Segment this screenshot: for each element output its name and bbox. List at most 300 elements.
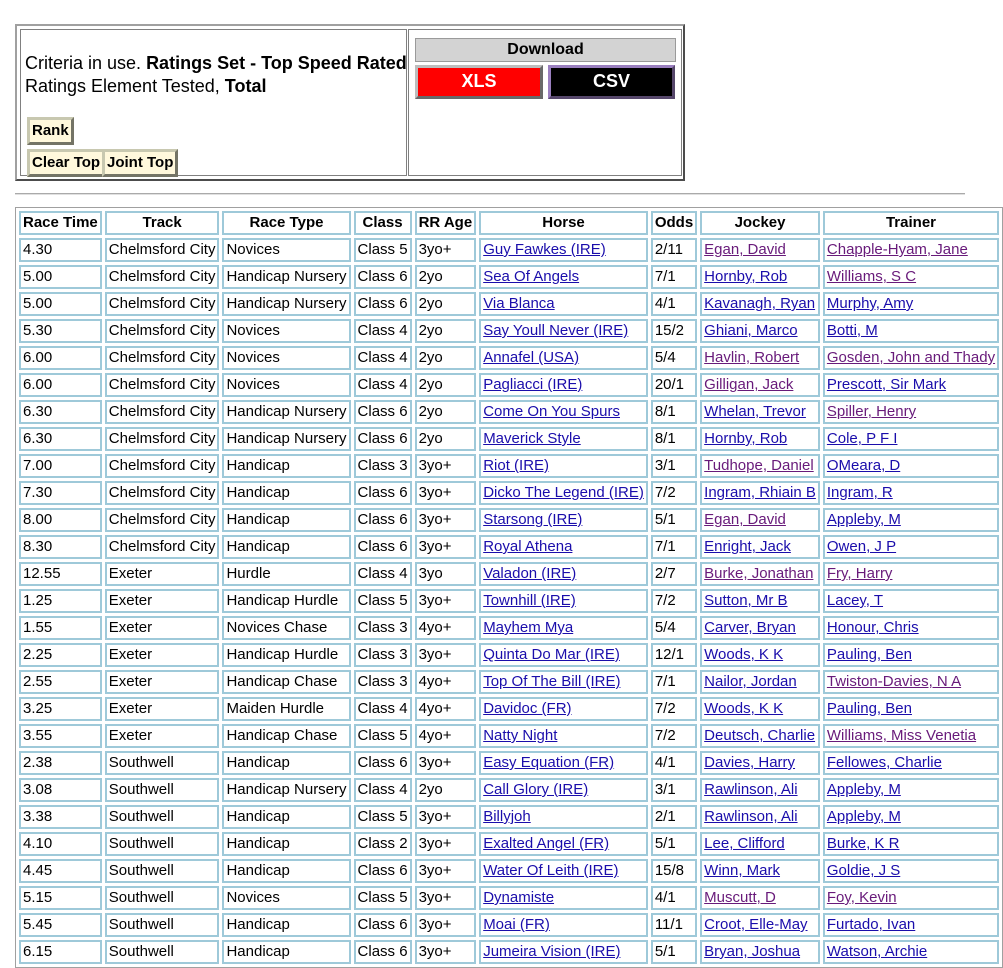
jockey-link[interactable]: Nailor, Jordan xyxy=(704,673,797,690)
table-row xyxy=(19,508,999,532)
ratings-element-prefix: Ratings Element Tested, xyxy=(25,76,220,96)
table-body xyxy=(19,238,999,964)
horse-link[interactable]: Say Youll Never (IRE) xyxy=(483,322,629,339)
rr-age-cell: 3yo+ xyxy=(415,589,477,613)
race-type-cell: Handicap Nursery xyxy=(222,265,350,289)
horse-link[interactable]: Maverick Style xyxy=(483,430,581,447)
trainer-column-cell xyxy=(823,616,999,640)
jockey-link[interactable]: Gilligan, Jack xyxy=(704,376,794,393)
table-row xyxy=(19,589,999,613)
odds-cell: 7/1 xyxy=(651,265,697,289)
rr-age-cell: 2yo xyxy=(415,346,477,370)
odds-cell: 3/1 xyxy=(651,778,697,802)
ratings-element-value: Total xyxy=(224,76,267,96)
trainer-link[interactable]: Murphy, Amy xyxy=(826,295,914,312)
race-time-cell: 3.08 xyxy=(19,778,102,802)
jockey-link[interactable]: Burke, Jonathan xyxy=(704,565,814,582)
download-xls-button[interactable]: XLS xyxy=(415,65,543,99)
class-cell: Class 6 xyxy=(354,292,412,316)
rr-age-cell: 3yo+ xyxy=(415,859,477,883)
trainer-link[interactable]: Appleby, M xyxy=(826,781,901,798)
trainer-column-cell xyxy=(823,859,999,883)
horse-link[interactable]: Davidoc (FR) xyxy=(483,700,572,717)
track-cell: Southwell xyxy=(105,805,220,829)
jockey-column-cell xyxy=(700,535,820,559)
trainer-column-cell xyxy=(823,778,999,802)
track-cell: Southwell xyxy=(105,778,220,802)
race-time-cell: 8.00 xyxy=(19,508,102,532)
odds-cell: 2/7 xyxy=(651,562,697,586)
track-cell: Southwell xyxy=(105,913,220,937)
jockey-column-cell xyxy=(700,238,820,262)
class-cell: Class 2 xyxy=(354,832,412,856)
download-csv-button[interactable]: CSV xyxy=(548,65,675,99)
odds-cell: 4/1 xyxy=(651,751,697,775)
race-time-cell: 5.15 xyxy=(19,886,102,910)
trainer-column-cell xyxy=(823,751,999,775)
jockey-link[interactable]: Hornby, Rob xyxy=(704,268,788,285)
trainer-link[interactable]: OMeara, D xyxy=(826,457,901,474)
horse-link[interactable]: Jumeira Vision (IRE) xyxy=(483,943,621,960)
jockey-column-cell xyxy=(700,859,820,883)
race-time-cell: 4.45 xyxy=(19,859,102,883)
horse-column-cell xyxy=(479,697,648,721)
horse-link[interactable]: Riot (IRE) xyxy=(483,457,550,474)
col-header-horse: Horse xyxy=(479,211,648,235)
jockey-column-cell xyxy=(700,832,820,856)
class-cell: Class 5 xyxy=(354,589,412,613)
jockey-link[interactable]: Havlin, Robert xyxy=(704,349,800,366)
rr-age-cell: 3yo+ xyxy=(415,481,477,505)
table-row xyxy=(19,427,999,451)
race-type-cell: Handicap Chase xyxy=(222,724,350,748)
race-type-cell: Handicap xyxy=(222,805,350,829)
trainer-link[interactable]: Watson, Archie xyxy=(826,943,928,960)
jockey-link[interactable]: Davies, Harry xyxy=(704,754,796,771)
track-cell: Chelmsford City xyxy=(105,265,220,289)
jockey-column-cell xyxy=(700,373,820,397)
odds-cell: 7/2 xyxy=(651,697,697,721)
horse-link[interactable]: Valadon (IRE) xyxy=(483,565,577,582)
race-time-cell: 3.25 xyxy=(19,697,102,721)
odds-cell: 15/2 xyxy=(651,319,697,343)
jockey-link[interactable]: Ghiani, Marco xyxy=(704,322,798,339)
odds-cell: 11/1 xyxy=(651,913,697,937)
trainer-column-cell xyxy=(823,913,999,937)
jockey-link[interactable]: Winn, Mark xyxy=(704,862,781,879)
jockey-column-cell xyxy=(700,481,820,505)
odds-cell: 5/4 xyxy=(651,616,697,640)
class-cell: Class 5 xyxy=(354,724,412,748)
class-cell: Class 6 xyxy=(354,913,412,937)
rr-age-cell: 2yo xyxy=(415,400,477,424)
horse-column-cell xyxy=(479,751,648,775)
col-header-trainer: Trainer xyxy=(823,211,999,235)
track-cell: Chelmsford City xyxy=(105,481,220,505)
trainer-column-cell xyxy=(823,670,999,694)
trainer-column-cell xyxy=(823,238,999,262)
table-row xyxy=(19,778,999,802)
track-cell: Southwell xyxy=(105,859,220,883)
horse-link[interactable]: Quinta Do Mar (IRE) xyxy=(483,646,620,663)
horse-column-cell xyxy=(479,319,648,343)
trainer-link[interactable]: Appleby, M xyxy=(826,511,901,528)
table-row xyxy=(19,805,999,829)
class-cell: Class 3 xyxy=(354,454,412,478)
class-cell: Class 5 xyxy=(354,886,412,910)
jockey-column-cell xyxy=(700,508,820,532)
trainer-link[interactable]: Owen, J P xyxy=(826,538,897,555)
trainer-link[interactable]: Pauling, Ben xyxy=(826,700,912,717)
trainer-link[interactable]: Williams, Miss Venetia xyxy=(826,727,977,744)
track-cell: Chelmsford City xyxy=(105,373,220,397)
horse-column-cell xyxy=(479,346,648,370)
class-cell: Class 4 xyxy=(354,319,412,343)
odds-cell: 4/1 xyxy=(651,292,697,316)
trainer-column-cell xyxy=(823,562,999,586)
jockey-link[interactable]: Whelan, Trevor xyxy=(704,403,806,420)
trainer-column-cell xyxy=(823,508,999,532)
race-time-cell: 6.00 xyxy=(19,373,102,397)
odds-cell: 5/4 xyxy=(651,346,697,370)
jockey-link[interactable]: Woods, K K xyxy=(704,646,784,663)
rank-button[interactable]: Rank xyxy=(27,117,74,145)
horse-link[interactable]: Annafel (USA) xyxy=(483,349,580,366)
race-time-cell: 3.38 xyxy=(19,805,102,829)
trainer-column-cell xyxy=(823,346,999,370)
trainer-link[interactable]: Fry, Harry xyxy=(826,565,893,582)
trainer-link[interactable]: Williams, S C xyxy=(826,268,917,285)
race-time-cell: 5.30 xyxy=(19,319,102,343)
criteria-line xyxy=(25,52,407,74)
track-cell: Exeter xyxy=(105,616,220,640)
col-header-rr-age: RR Age xyxy=(415,211,477,235)
race-type-cell: Handicap Chase xyxy=(222,670,350,694)
results-table xyxy=(15,207,1003,968)
jockey-link[interactable]: Enright, Jack xyxy=(704,538,791,555)
jockey-link[interactable]: Croot, Elle-May xyxy=(704,916,808,933)
table-row xyxy=(19,265,999,289)
race-type-cell: Handicap Hurdle xyxy=(222,589,350,613)
track-cell: Chelmsford City xyxy=(105,292,220,316)
horse-link[interactable]: Billyjoh xyxy=(483,808,531,825)
horse-column-cell xyxy=(479,724,648,748)
jockey-link[interactable]: Egan, David xyxy=(704,511,786,528)
trainer-link[interactable]: Pauling, Ben xyxy=(826,646,912,663)
race-time-cell: 5.00 xyxy=(19,265,102,289)
jockey-link[interactable]: Hornby, Rob xyxy=(704,430,788,447)
track-cell: Chelmsford City xyxy=(105,238,220,262)
table-row xyxy=(19,832,999,856)
track-cell: Chelmsford City xyxy=(105,535,220,559)
trainer-link[interactable]: Spiller, Henry xyxy=(826,403,917,420)
race-time-cell: 6.00 xyxy=(19,346,102,370)
horse-link[interactable]: Via Blanca xyxy=(483,295,555,312)
track-cell: Chelmsford City xyxy=(105,346,220,370)
class-cell: Class 4 xyxy=(354,778,412,802)
class-cell: Class 4 xyxy=(354,562,412,586)
trainer-column-cell xyxy=(823,535,999,559)
trainer-column-cell xyxy=(823,643,999,667)
jockey-link[interactable]: Muscutt, D xyxy=(704,889,776,906)
table-header-row xyxy=(19,211,999,235)
trainer-link[interactable]: Burke, K R xyxy=(826,835,900,852)
trainer-link[interactable]: Twiston-Davies, N A xyxy=(826,673,962,690)
jockey-column-cell xyxy=(700,751,820,775)
table-row xyxy=(19,400,999,424)
table-row xyxy=(19,697,999,721)
race-type-cell: Hurdle xyxy=(222,562,350,586)
trainer-link[interactable]: Appleby, M xyxy=(826,808,901,825)
rr-age-cell: 3yo+ xyxy=(415,751,477,775)
jockey-link[interactable]: Deutsch, Charlie xyxy=(704,727,816,744)
odds-cell: 3/1 xyxy=(651,454,697,478)
trainer-link[interactable]: Ingram, R xyxy=(826,484,893,501)
jockey-link[interactable]: Carver, Bryan xyxy=(704,619,796,636)
class-cell: Class 6 xyxy=(354,427,412,451)
trainer-column-cell xyxy=(823,454,999,478)
class-cell: Class 5 xyxy=(354,238,412,262)
horse-column-cell xyxy=(479,454,648,478)
horse-link[interactable]: Call Glory (IRE) xyxy=(483,781,589,798)
odds-cell: 2/1 xyxy=(651,805,697,829)
track-cell: Exeter xyxy=(105,724,220,748)
race-type-cell: Handicap xyxy=(222,535,350,559)
horse-link[interactable]: Come On You Spurs xyxy=(483,403,620,420)
jockey-link[interactable]: Bryan, Joshua xyxy=(704,943,801,960)
track-cell: Exeter xyxy=(105,562,220,586)
race-type-cell: Novices xyxy=(222,319,350,343)
table-row xyxy=(19,562,999,586)
horse-link[interactable]: Dicko The Legend (IRE) xyxy=(483,484,644,501)
horse-column-cell xyxy=(479,535,648,559)
odds-cell: 20/1 xyxy=(651,373,697,397)
jockey-column-cell xyxy=(700,319,820,343)
horse-link[interactable]: Townhill (IRE) xyxy=(483,592,576,609)
trainer-link[interactable]: Lacey, T xyxy=(826,592,884,609)
col-header-race-type: Race Type xyxy=(222,211,350,235)
jockey-link[interactable]: Lee, Clifford xyxy=(704,835,785,852)
table-row xyxy=(19,886,999,910)
odds-cell: 7/1 xyxy=(651,535,697,559)
horse-link[interactable]: Top Of The Bill (IRE) xyxy=(483,673,621,690)
trainer-link[interactable]: Foy, Kevin xyxy=(826,889,897,906)
jockey-column-cell xyxy=(700,454,820,478)
race-type-cell: Handicap Nursery xyxy=(222,292,350,316)
section-divider xyxy=(15,193,965,195)
horse-column-cell xyxy=(479,373,648,397)
jockey-column-cell xyxy=(700,265,820,289)
trainer-link[interactable]: Botti, M xyxy=(826,322,878,339)
race-time-cell: 1.25 xyxy=(19,589,102,613)
trainer-link[interactable]: Goldie, J S xyxy=(826,862,901,879)
rr-age-cell: 4yo+ xyxy=(415,724,477,748)
odds-cell: 8/1 xyxy=(651,400,697,424)
trainer-link[interactable]: Cole, P F I xyxy=(826,430,898,447)
table-row xyxy=(19,913,999,937)
track-cell: Exeter xyxy=(105,670,220,694)
trainer-link[interactable]: Chapple-Hyam, Jane xyxy=(826,241,968,258)
rr-age-cell: 4yo+ xyxy=(415,616,477,640)
race-time-cell: 5.45 xyxy=(19,913,102,937)
horse-link[interactable]: Dynamiste xyxy=(483,889,555,906)
table-row xyxy=(19,481,999,505)
class-cell: Class 6 xyxy=(354,481,412,505)
race-time-cell: 8.30 xyxy=(19,535,102,559)
jockey-link[interactable]: Sutton, Mr B xyxy=(704,592,788,609)
track-cell: Southwell xyxy=(105,832,220,856)
trainer-column-cell xyxy=(823,940,999,964)
horse-column-cell xyxy=(479,562,648,586)
race-time-cell: 1.55 xyxy=(19,616,102,640)
class-cell: Class 6 xyxy=(354,859,412,883)
odds-cell: 7/2 xyxy=(651,481,697,505)
horse-column-cell xyxy=(479,859,648,883)
horse-column-cell xyxy=(479,886,648,910)
odds-cell: 7/2 xyxy=(651,589,697,613)
race-type-cell: Handicap Nursery xyxy=(222,778,350,802)
trainer-column-cell xyxy=(823,481,999,505)
jockey-column-cell xyxy=(700,400,820,424)
table-row xyxy=(19,724,999,748)
rr-age-cell: 3yo+ xyxy=(415,805,477,829)
jockey-link[interactable]: Woods, K K xyxy=(704,700,784,717)
race-type-cell: Handicap xyxy=(222,751,350,775)
rr-age-cell: 2yo xyxy=(415,778,477,802)
jockey-column-cell xyxy=(700,643,820,667)
horse-column-cell xyxy=(479,427,648,451)
clear-top-button[interactable]: Clear Top xyxy=(27,149,105,177)
table-row xyxy=(19,346,999,370)
race-time-cell: 12.55 xyxy=(19,562,102,586)
race-type-cell: Handicap xyxy=(222,481,350,505)
table-row xyxy=(19,454,999,478)
joint-top-button[interactable]: Joint Top xyxy=(102,149,178,177)
odds-cell: 8/1 xyxy=(651,427,697,451)
jockey-column-cell xyxy=(700,427,820,451)
horse-link[interactable]: Starsong (IRE) xyxy=(483,511,583,528)
horse-column-cell xyxy=(479,832,648,856)
jockey-column-cell xyxy=(700,292,820,316)
class-cell: Class 6 xyxy=(354,508,412,532)
download-cell xyxy=(408,29,682,176)
trainer-column-cell xyxy=(823,427,999,451)
race-type-cell: Maiden Hurdle xyxy=(222,697,350,721)
trainer-link[interactable]: Prescott, Sir Mark xyxy=(826,376,947,393)
rr-age-cell: 3yo xyxy=(415,562,477,586)
race-type-cell: Novices xyxy=(222,373,350,397)
rr-age-cell: 2yo xyxy=(415,319,477,343)
horse-link[interactable]: Pagliacci (IRE) xyxy=(483,376,583,393)
odds-cell: 5/1 xyxy=(651,832,697,856)
horse-link[interactable]: Sea Of Angels xyxy=(483,268,580,285)
race-type-cell: Novices Chase xyxy=(222,616,350,640)
race-time-cell: 4.30 xyxy=(19,238,102,262)
rr-age-cell: 3yo+ xyxy=(415,238,477,262)
horse-column-cell xyxy=(479,616,648,640)
odds-cell: 7/1 xyxy=(651,670,697,694)
class-cell: Class 3 xyxy=(354,643,412,667)
jockey-link[interactable]: Egan, David xyxy=(704,241,786,258)
horse-column-cell xyxy=(479,265,648,289)
table-row xyxy=(19,616,999,640)
trainer-column-cell xyxy=(823,319,999,343)
trainer-link[interactable]: Furtado, Ivan xyxy=(826,916,916,933)
col-header-odds: Odds xyxy=(651,211,697,235)
rr-age-cell: 2yo xyxy=(415,373,477,397)
jockey-column-cell xyxy=(700,589,820,613)
rr-age-cell: 3yo+ xyxy=(415,454,477,478)
table-row xyxy=(19,238,999,262)
jockey-column-cell xyxy=(700,778,820,802)
trainer-link[interactable]: Honour, Chris xyxy=(826,619,919,636)
rr-age-cell: 4yo+ xyxy=(415,697,477,721)
class-cell: Class 6 xyxy=(354,940,412,964)
jockey-link[interactable]: Tudhope, Daniel xyxy=(704,457,814,474)
jockey-link[interactable]: Ingram, Rhiain B xyxy=(704,484,816,501)
horse-link[interactable]: Royal Athena xyxy=(483,538,573,555)
table-row xyxy=(19,940,999,964)
download-heading: Download xyxy=(415,38,676,62)
class-cell: Class 3 xyxy=(354,616,412,640)
jockey-link[interactable]: Rawlinson, Ali xyxy=(704,808,798,825)
track-cell: Chelmsford City xyxy=(105,454,220,478)
race-time-cell: 5.00 xyxy=(19,292,102,316)
table-row xyxy=(19,670,999,694)
horse-link[interactable]: Guy Fawkes (IRE) xyxy=(483,241,606,258)
table-row xyxy=(19,373,999,397)
horse-link[interactable]: Moai (FR) xyxy=(483,916,550,933)
horse-column-cell xyxy=(479,508,648,532)
race-time-cell: 3.55 xyxy=(19,724,102,748)
jockey-column-cell xyxy=(700,940,820,964)
horse-link[interactable]: Easy Equation (FR) xyxy=(483,754,615,771)
ratings-element-line xyxy=(25,75,266,97)
trainer-column-cell xyxy=(823,805,999,829)
rr-age-cell: 2yo xyxy=(415,265,477,289)
race-time-cell: 6.30 xyxy=(19,427,102,451)
race-time-cell: 2.25 xyxy=(19,643,102,667)
criteria-panel xyxy=(15,24,685,181)
track-cell: Southwell xyxy=(105,751,220,775)
col-header-class: Class xyxy=(354,211,412,235)
trainer-link[interactable]: Gosden, John and Thady xyxy=(826,349,996,366)
col-header-race-time: Race Time xyxy=(19,211,102,235)
horse-link[interactable]: Mayhem Mya xyxy=(483,619,574,636)
trainer-column-cell xyxy=(823,697,999,721)
track-cell: Exeter xyxy=(105,697,220,721)
table-row xyxy=(19,535,999,559)
trainer-link[interactable]: Fellowes, Charlie xyxy=(826,754,942,771)
race-type-cell: Handicap xyxy=(222,454,350,478)
horse-link[interactable]: Water Of Leith (IRE) xyxy=(483,862,619,879)
race-type-cell: Handicap Nursery xyxy=(222,427,350,451)
trainer-column-cell xyxy=(823,265,999,289)
jockey-column-cell xyxy=(700,346,820,370)
class-cell: Class 4 xyxy=(354,346,412,370)
horse-link[interactable]: Exalted Angel (FR) xyxy=(483,835,610,852)
race-type-cell: Novices xyxy=(222,238,350,262)
jockey-link[interactable]: Kavanagh, Ryan xyxy=(704,295,816,312)
col-header-jockey: Jockey xyxy=(700,211,820,235)
horse-column-cell xyxy=(479,778,648,802)
class-cell: Class 6 xyxy=(354,535,412,559)
odds-cell: 4/1 xyxy=(651,886,697,910)
jockey-link[interactable]: Rawlinson, Ali xyxy=(704,781,798,798)
trainer-column-cell xyxy=(823,724,999,748)
horse-link[interactable]: Natty Night xyxy=(483,727,558,744)
criteria-prefix: Criteria in use. xyxy=(25,53,142,73)
